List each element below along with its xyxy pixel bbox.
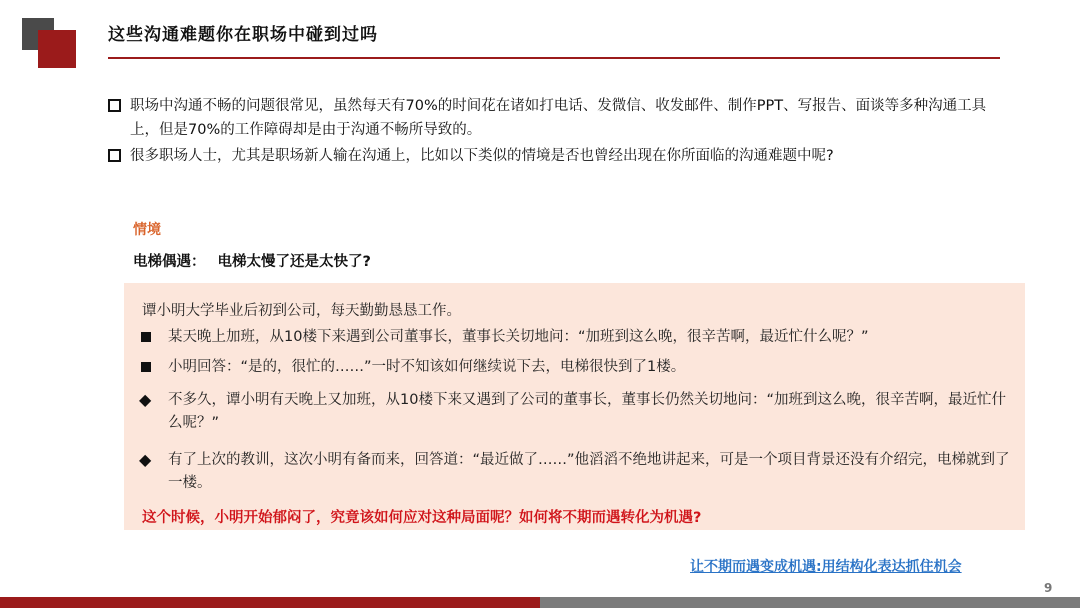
diamond-bullet-icon: ◆ (139, 390, 152, 409)
encounter-heading (133, 250, 371, 271)
footer-red-bar (0, 597, 540, 608)
story-box (124, 283, 1025, 530)
header-red-square (38, 30, 76, 68)
bullet-item (108, 144, 1008, 168)
hollow-square-bullet-icon (108, 149, 121, 162)
diamond-bullet-icon: ◆ (139, 450, 152, 469)
story-item (138, 449, 1013, 495)
bullet-text: 职场中沟通不畅的问题很常见，虽然每天有70%的时间花在诸如打电话、发微信、收发邮件、制作PPT、写报告、面谈等多种沟通工具上，但是70%的工作障碍却是由于沟通不畅所导致的。 (130, 98, 987, 138)
story-item-text: 有了上次的教训，这次小明有备而来，回答道：“最近做了……”他滔滔不绝地讲起来，可是一个项目背景还没有介绍完，电梯就到了一楼。 (168, 452, 1010, 491)
story-item-text: 小明回答：“是的，很忙的……”一时不知该如何继续说下去，电梯很快到了1楼。 (168, 359, 686, 375)
story-item (138, 356, 1013, 379)
bullet-text: 很多职场人士，尤其是职场新人输在沟通上，比如以下类似的情境是否也曾经出现在你所面临的沟通难题中呢? (130, 148, 834, 164)
filled-square-bullet-icon (141, 332, 151, 342)
encounter-subtitle: 电梯太慢了还是太快了? (217, 254, 371, 270)
page-number: 9 (1044, 581, 1053, 595)
story-item-text: 不多久，谭小明有天晚上又加班，从10楼下来又遇到了公司的董事长，董事长仍然关切地问：“加班到这么晚，很辛苦啊，最近忙什么呢？” (168, 392, 1006, 431)
bullet-item (108, 94, 1008, 142)
story-item-text: 某天晚上加班，从10楼下来遇到公司董事长，董事长关切地问：“加班到这么晚，很辛苦啊，最近忙什么呢？” (168, 329, 869, 345)
story-question: 这个时候，小明开始郁闷了，究竟该如何应对这种局面呢？如何将不期而遇转化为机遇? (142, 510, 702, 526)
title-divider (108, 57, 1000, 59)
encounter-title: 电梯偶遇： (133, 254, 206, 270)
story-item (138, 326, 1013, 349)
footer-gray-bar (540, 597, 1080, 608)
intro-bullets (108, 94, 1008, 170)
hollow-square-bullet-icon (108, 99, 121, 112)
story-item (138, 389, 1013, 435)
slide-title: 这些沟通难题你在职场中碰到过吗 (108, 25, 378, 45)
filled-square-bullet-icon (141, 362, 151, 372)
scenario-label: 情境 (133, 222, 161, 238)
story-intro: 谭小明大学毕业后初到公司，每天勤勤恳恳工作。 (142, 303, 461, 319)
next-section-link[interactable]: 让不期而遇变成机遇:用结构化表达抓住机会 (690, 559, 962, 575)
